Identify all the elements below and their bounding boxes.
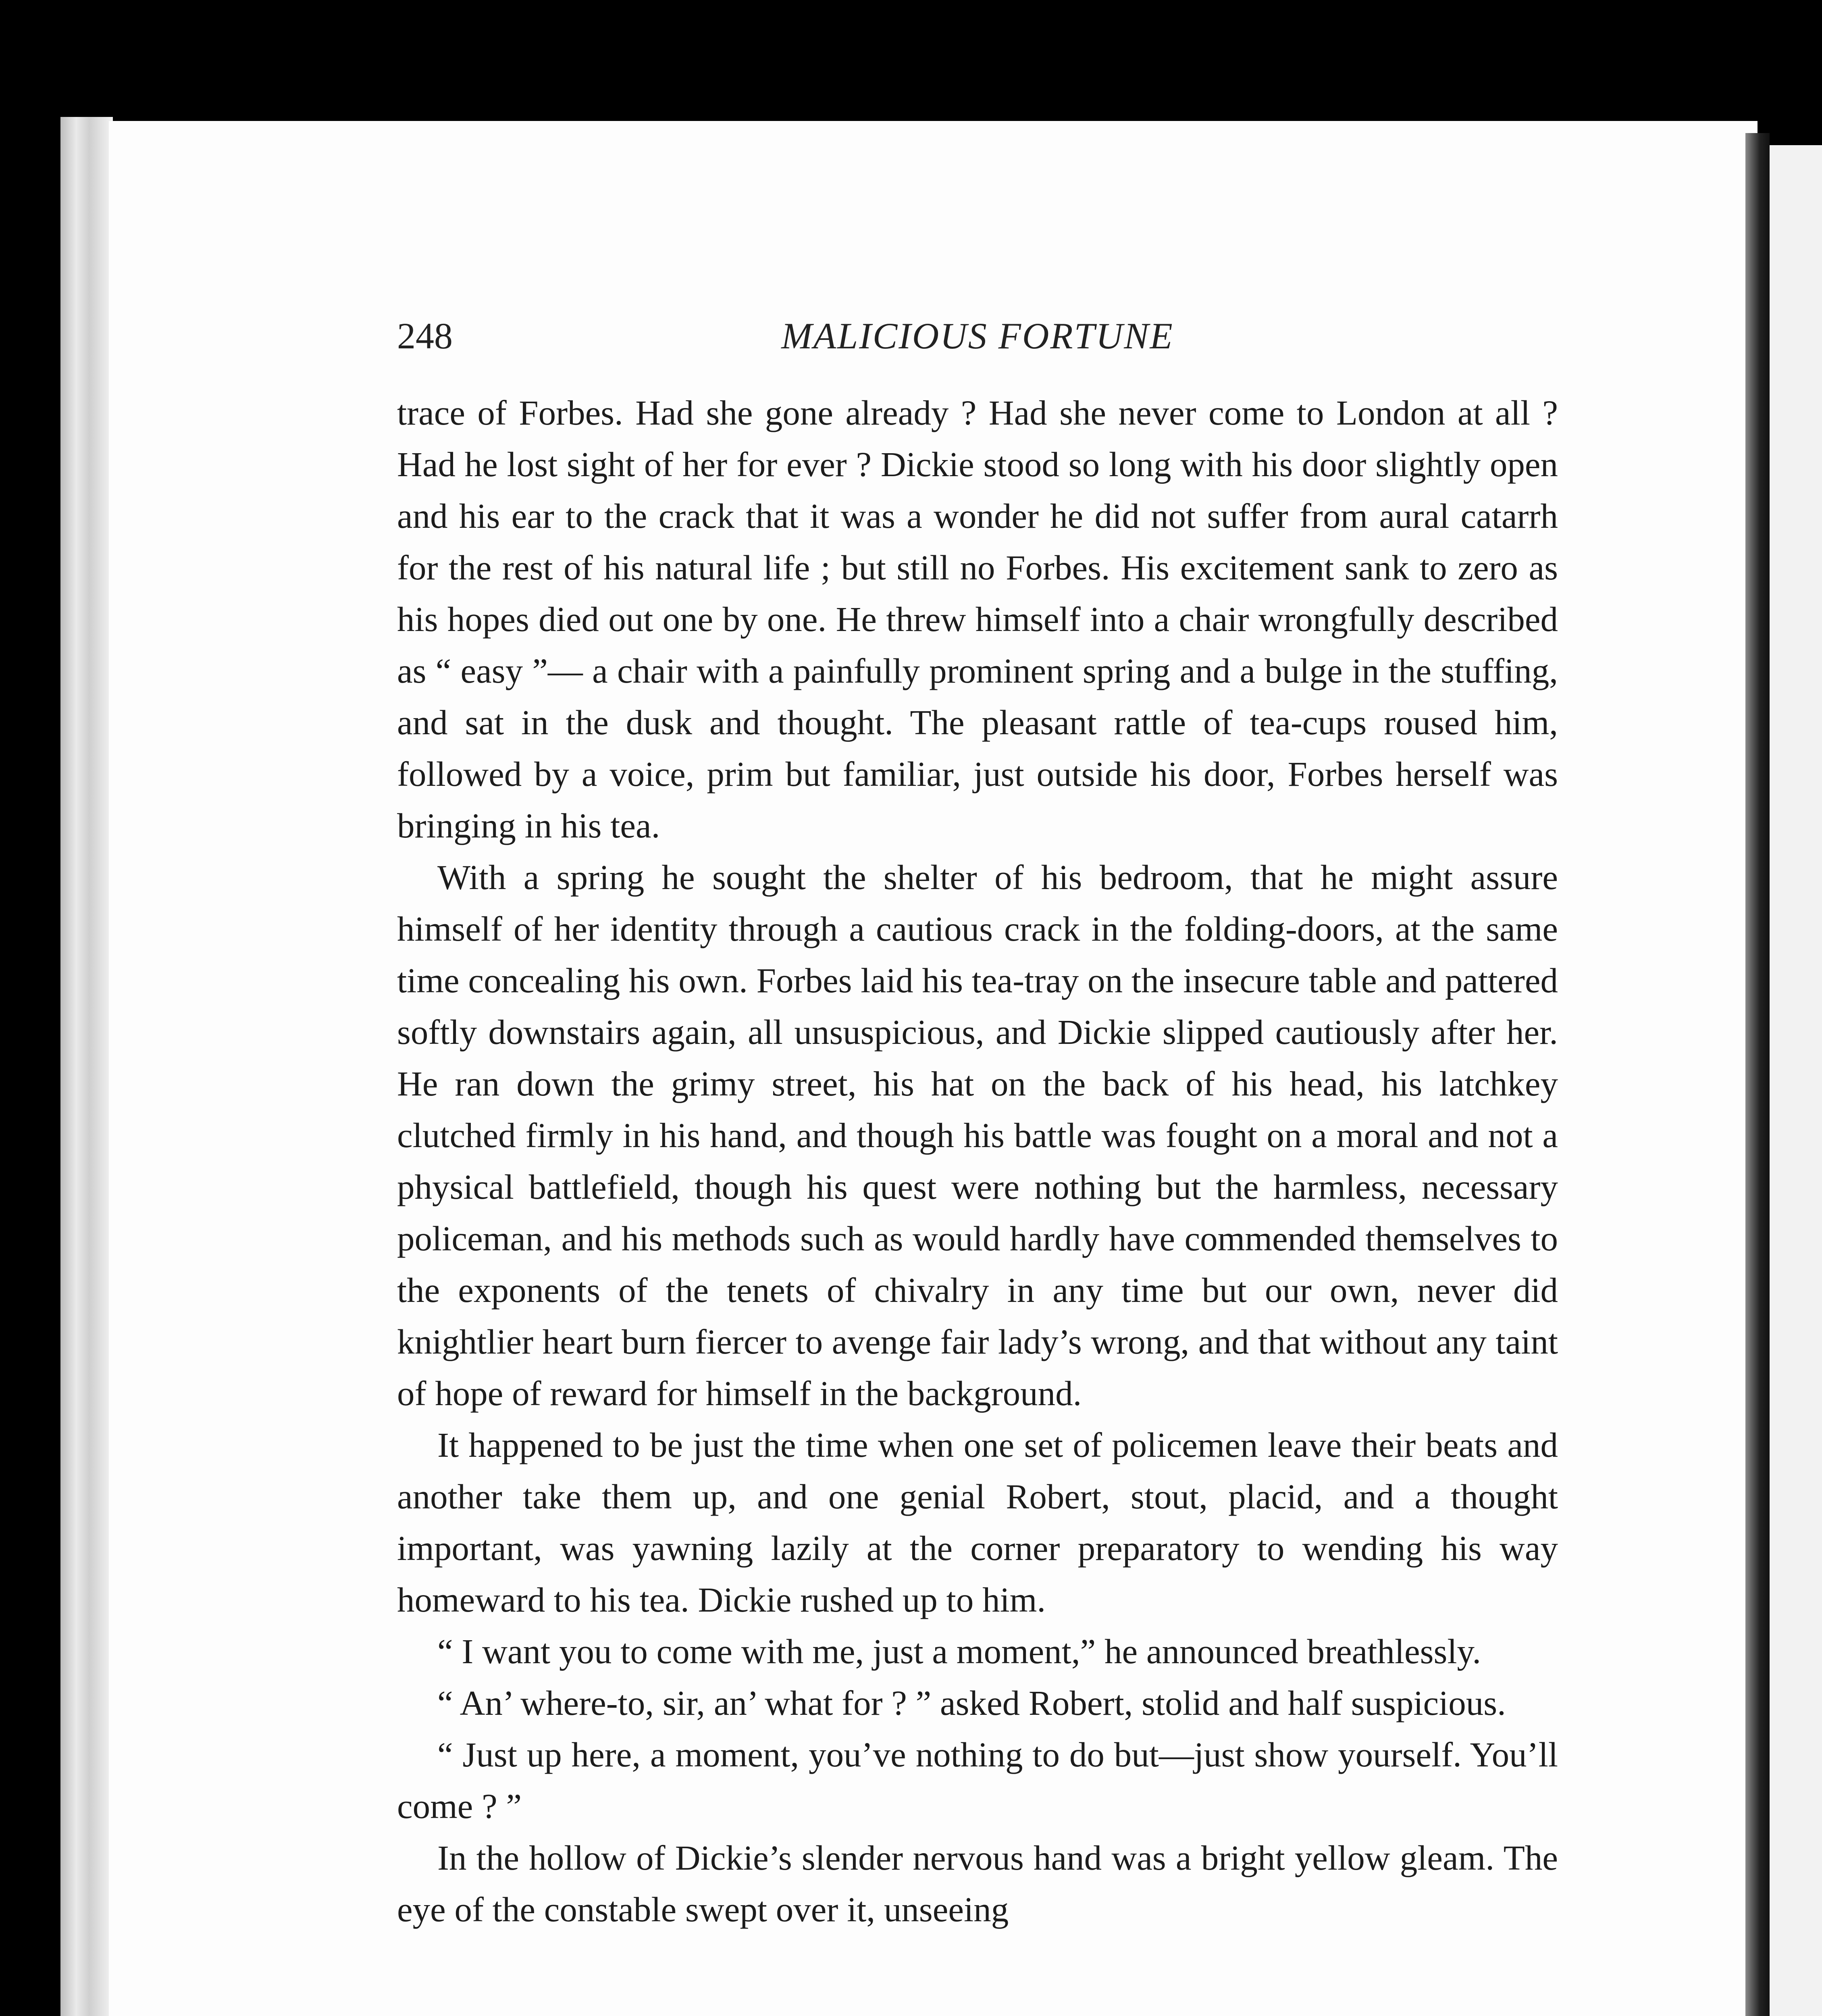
paragraph: In the hollow of Dickie’s slender nervous hand was a bright yellow gleam. The eye of the constable swept over it, unseeing	[397, 1838, 1558, 1929]
paragraph: “ Just up here, a moment, you’ve nothing to do but—just show yourself. You’ll come ? ”	[397, 1735, 1558, 1826]
paragraph: trace of Forbes. Had she gone already ? Had she never come to London at all ? Had he lost sight of her for ever ? Dickie stood so long with his door slightly open and his ear to the crack that it was a wonder he did not suffer from aural catarrh for the rest of his natural life ; but still no Forbes. His excitement sank to zero as his hopes died out one by one. He threw himself into a chair wrongfully described as “ easy ”— a chair with a painfully prominent spring and a bulge in the stuffing, and sat in the dusk and thought. The pleasant rattle of tea-cups roused him, followed by a voice, prim but familiar, just outside his door, Forbes herself was bringing in his tea.	[397, 393, 1558, 845]
body-text	[397, 387, 1558, 1935]
next-page-strip	[1770, 145, 1822, 2016]
running-title: MALICIOUS FORTUNE	[781, 315, 1174, 356]
paragraph: With a spring he sought the shelter of his bedroom, that he might assure himself of her identity through a cautious crack in the folding-doors, at the same time concealing his own. Forbes laid his tea-tray on the insecure table and pattered softly downstairs again, all unsuspicious, and Dickie slipped cautiously after her. He ran down the grimy street, his hat on the back of his head, his latchkey clutched firmly in his hand, and though his battle was fought on a moral and not a physical battlefield, though his quest were nothing but the harmless, necessary policeman, and his methods such as would hardly have commended themselves to the exponents of the tenets of chivalry in any time but our own, never did knightlier heart burn fiercer to avenge fair lady’s wrong, and that without any taint of hope of reward for himself in the background.	[397, 858, 1558, 1413]
page-header	[397, 314, 1558, 363]
page-number: 248	[397, 315, 453, 356]
paragraph: “ I want you to come with me, just a moment,” he announced breathlessly.	[437, 1632, 1481, 1671]
paragraph: It happened to be just the time when one set of policemen leave their beats and another take them up, and one genial Robert, stout, placid, and a thought important, was yawning lazily at the corner preparatory to wending his way homeward to his tea. Dickie rushed up to him.	[397, 1425, 1558, 1619]
page-right-edge	[1745, 133, 1770, 2016]
page-left-edge	[60, 117, 113, 2016]
paragraph: “ An’ where-to, sir, an’ what for ? ” asked Robert, stolid and half suspicious.	[437, 1683, 1506, 1722]
